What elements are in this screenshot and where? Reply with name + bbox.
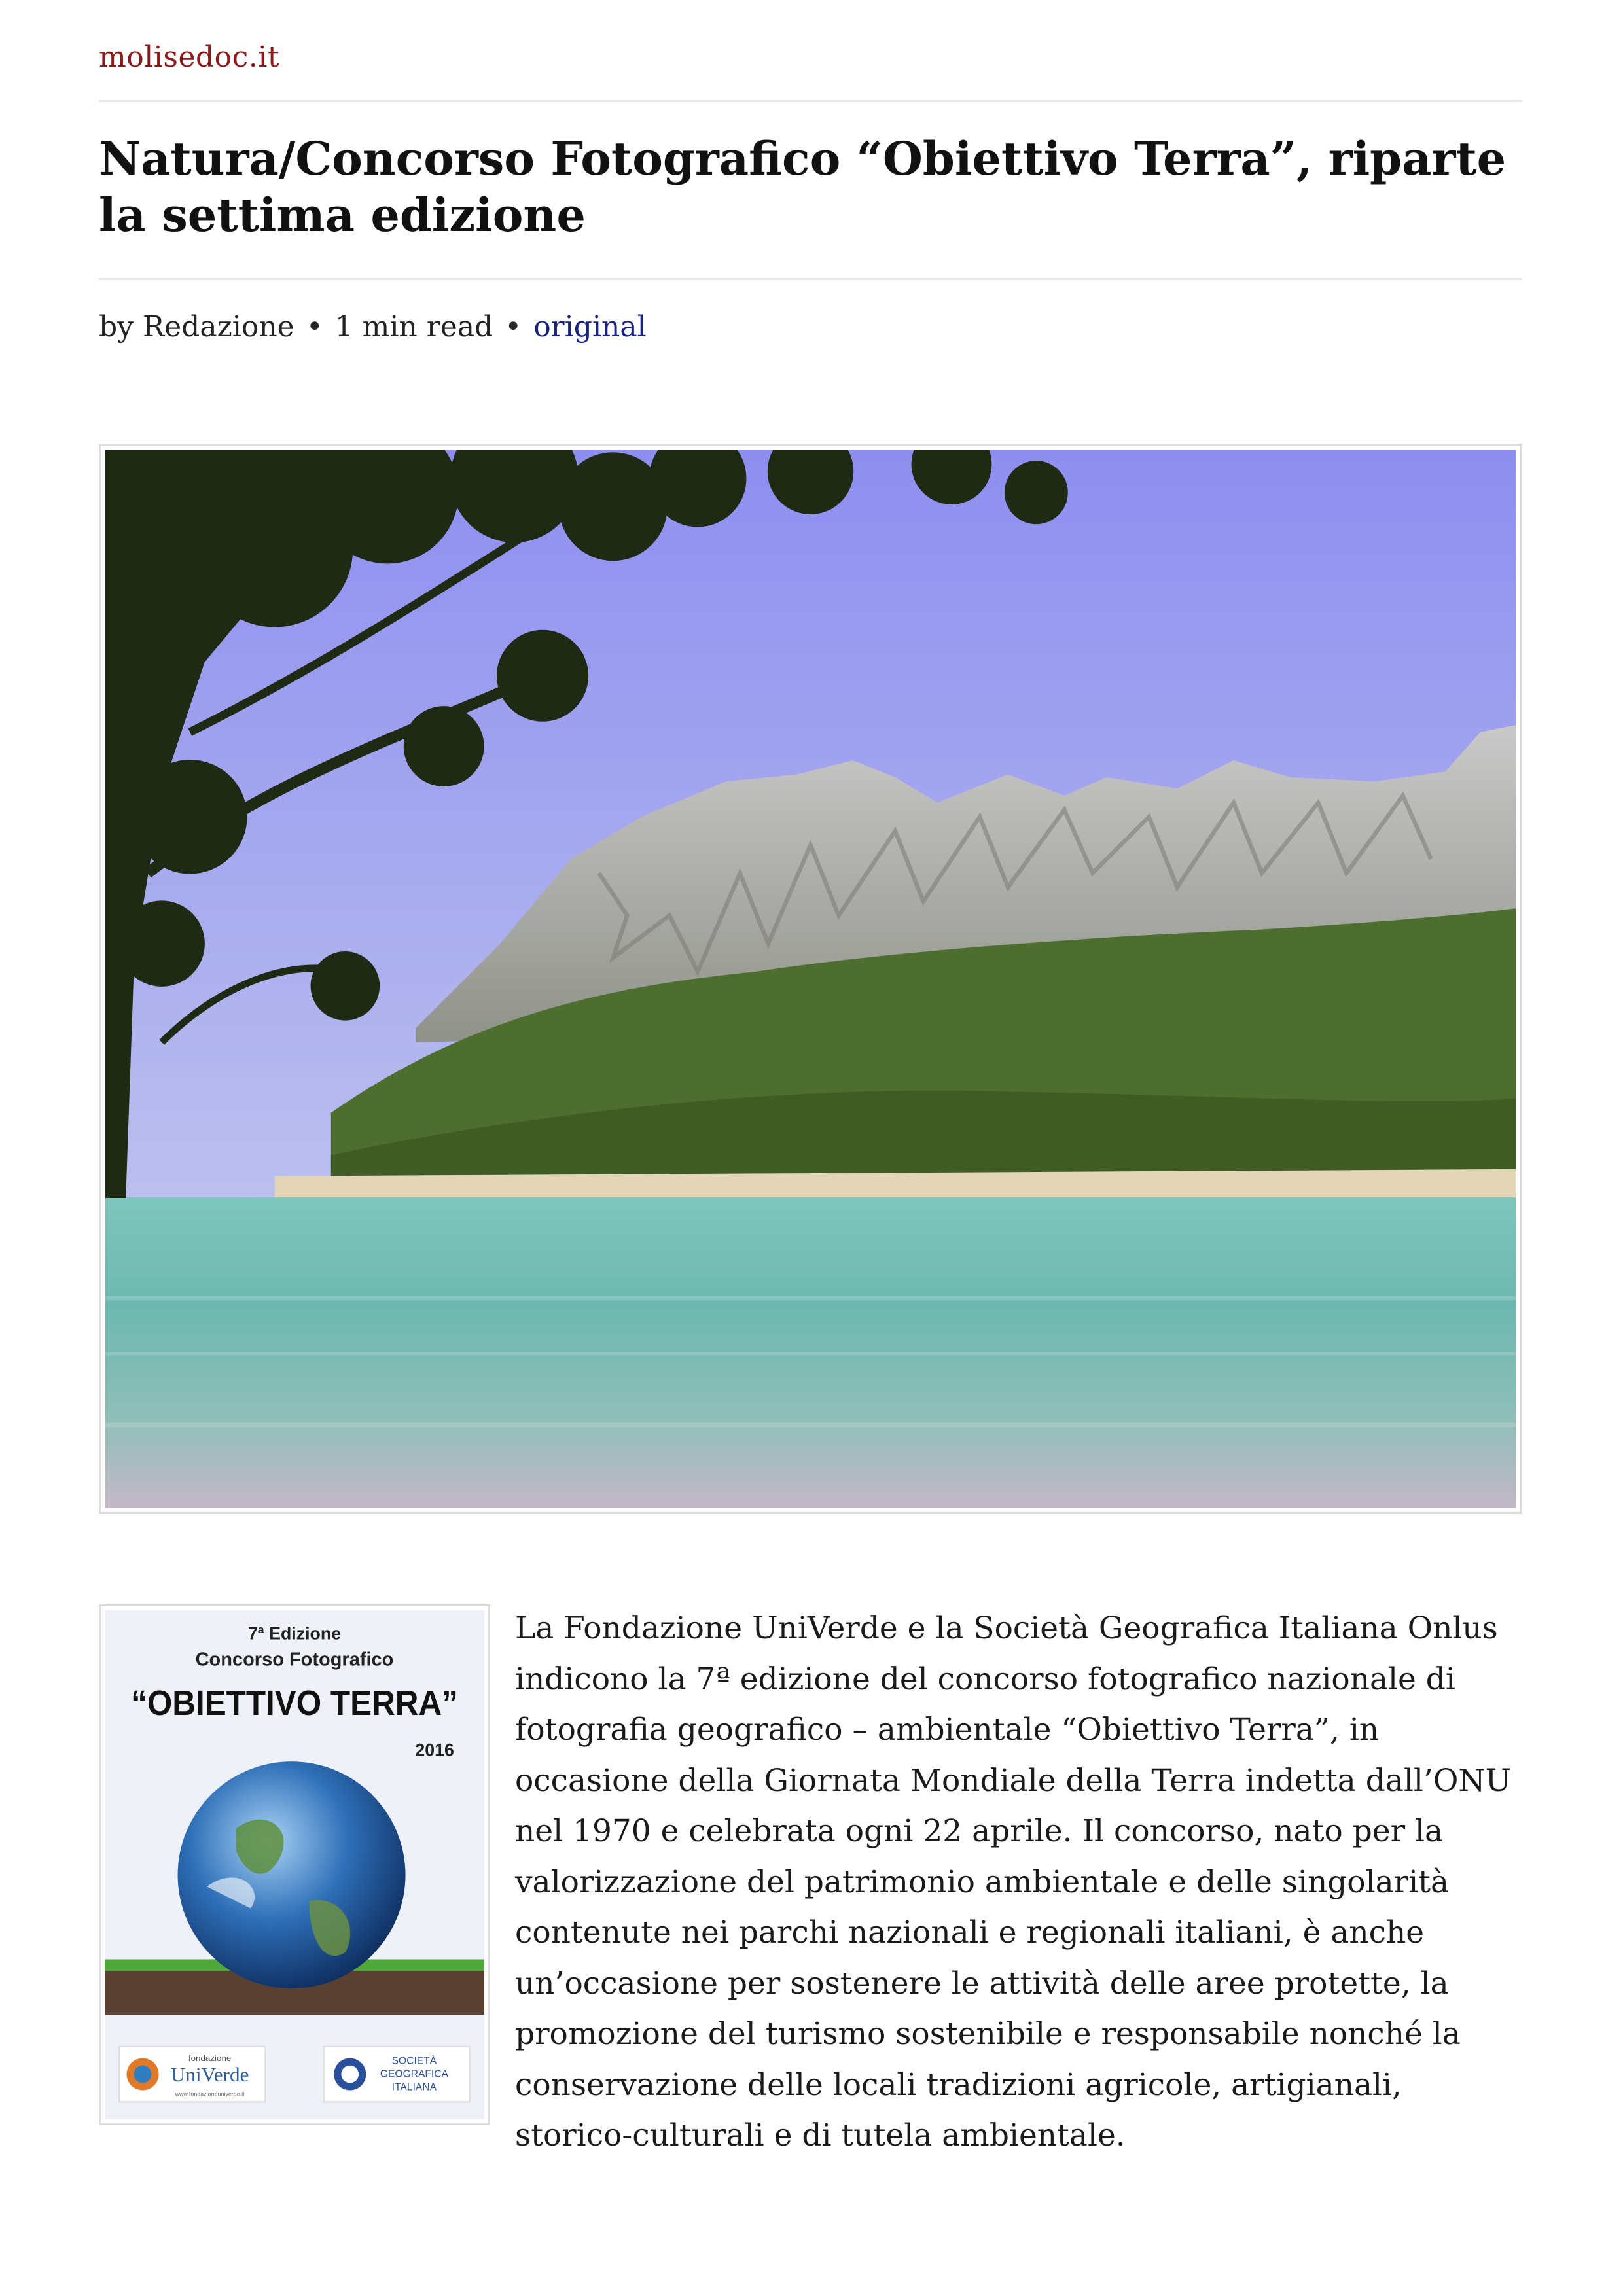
logo-right-line3: ITALIANA xyxy=(391,2081,437,2093)
title-divider xyxy=(99,278,1522,280)
poster-float-spacer xyxy=(99,1603,515,2179)
poster-headline: “OBIETTIVO TERRA” xyxy=(131,1684,458,1723)
article-title: Natura/Concorso Fotografico “Obiettivo Terra”, riparte la settima edizione xyxy=(99,132,1507,242)
read-time: 1 min read xyxy=(334,310,493,344)
logo-right-line2: GEOGRAFICA xyxy=(380,2068,448,2080)
poster-edition: 7ª Edizione xyxy=(247,1623,342,1644)
byline xyxy=(99,310,647,344)
logo-left-small: fondazione xyxy=(188,2053,232,2064)
byline-separator: • xyxy=(505,310,522,344)
author: by Redazione xyxy=(99,310,294,344)
body-paragraph: La Fondazione UniVerde e la Società Geografica Italiana Onlus indicono la 7ª edizione del concorso fotografico nazionale di fotografia geografico – ambientale “Obiettivo Terra”, in occasione della Giornata Mondiale della Terra indetta dall’ONU nel 1970 e celebrata ogni 22 aprile. Il concorso, nato per la valorizzazione del patrimonio ambientale e delle singolarità contenute nei parchi nazionali e regionali italiani, è anche un’occasione per sostenere le attività delle aree protette, la promozione del turismo sostenibile e responsabile nonché la conservazione delle locali tradizioni agricole, artigianali, storico-culturali e di tutela ambientale. xyxy=(515,1610,1512,2153)
logo-left-name: UniVerde xyxy=(170,2063,249,2087)
poster-year: 2016 xyxy=(415,1740,454,1760)
header-divider xyxy=(99,100,1522,102)
hero-image xyxy=(99,444,1522,1514)
logo-left-url: www.fondazioneuniverde.it xyxy=(175,2091,245,2098)
poster-subtitle: Concorso Fotografico xyxy=(195,1649,394,1670)
original-link[interactable]: original xyxy=(533,310,647,344)
logo-right-line1: SOCIETÀ xyxy=(391,2055,437,2067)
lake-mountain-photo xyxy=(105,450,1516,1508)
article-body xyxy=(99,1603,1522,2179)
site-name[interactable]: molisedoc.it xyxy=(99,41,280,74)
byline-separator: • xyxy=(306,310,323,344)
